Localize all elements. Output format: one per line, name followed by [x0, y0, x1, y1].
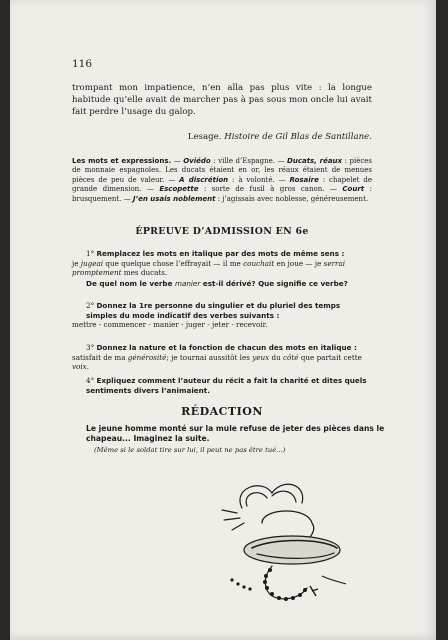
vocab-term: Court — [342, 185, 365, 194]
question-number: 2° — [86, 301, 95, 310]
question-text: De quel nom le verbe — [86, 279, 175, 288]
question-text: mes ducats. — [121, 268, 168, 278]
vocabulary-block: Les mots et expressions. — Oviédo : ville d’Espagne. — Ducats, réaux : pièces de monnaie espagnoles. Les ducats étaient en or, les réaux étaient de menues pièces de peu de valeur. — A discrétion : à volonté. — Rosaire : chapelet de grande dimension. — Escopette : sorte de fusil à gros canon. — Court : brusquement. — J’en usais noblement : j’agissais avec noblesse, généreusement. — [72, 157, 373, 203]
italic-word: serrai promptement — [72, 258, 346, 278]
question-text: satisfait de ma — [72, 352, 128, 362]
vocab-term: A discrétion — [179, 175, 229, 184]
intro-paragraph: trompant mon impatience, n’en alla pas plus vite : la longue habitude qu’elle avait de marcher pas à pas sous mon oncle lui avait fait perdre l’usage du galop. — [72, 83, 372, 118]
question-number: 4° — [86, 376, 95, 385]
verb-list: mettre - commencer - manier - juger - jeter - recevoir. — [72, 320, 268, 330]
vocab-def: : j’agissais avec noblesse, généreusement. — [215, 194, 369, 203]
vocab-term: Oviédo — [183, 157, 211, 165]
redaction-heading: RÉDACTION — [181, 405, 263, 418]
vocab-def: : ville d’Espagne. — — [210, 157, 288, 165]
source-citation — [188, 132, 372, 142]
question-text: ; je tournai aussitôt les — [166, 352, 253, 362]
question-2 — [72, 301, 372, 330]
question-text: que partait cette — [298, 352, 362, 362]
italic-word: manier — [174, 279, 201, 288]
question-text: du — [269, 352, 284, 362]
italic-word: voix. — [72, 362, 90, 372]
question-1b — [72, 279, 386, 289]
italic-word: jugeai — [80, 258, 104, 268]
vocab-def: : chapelet de grande dimension. — — [72, 175, 372, 194]
question-title: Donnez la nature et la fonction de chacun des mots en italique : — [96, 343, 357, 352]
question-number: 1° — [86, 249, 95, 258]
italic-word: couchait — [243, 258, 275, 268]
redaction-prompt: Le jeune homme monté sur la mule refuse de jeter des pièces dans le chapeau... Imaginez la suite. — [86, 424, 385, 444]
question-text: est-il dérivé? Que signifie ce verbe? — [200, 279, 348, 288]
question-text: que quelque chose l’effrayait — il me — [103, 258, 244, 268]
question-title: Donnez la 1re personne du singulier et du pluriel des temps simples du mode indicatif des verbes suivants : — [86, 301, 341, 320]
redaction-note: (Même si le soldat tire sur lui, il peut ne pas être tué...) — [94, 446, 286, 454]
question-4 — [72, 376, 372, 395]
vocab-def: : pièces de monnaie espagnoles. Les ducats étaient en or, les réaux étaient de menues pièces de peu de valeur. — — [72, 157, 373, 184]
vocabulary-heading: Les mots et expressions. — [72, 157, 172, 165]
page-number: 116 — [72, 58, 93, 70]
question-title: Remplacez les mots en italique par des mots de même sens : — [96, 249, 345, 258]
hat-rosary-illustration — [212, 468, 372, 608]
exam-heading: ÉPREUVE D’ADMISSION EN 6e — [135, 226, 309, 237]
vocab-def: : sorte de fusil à gros canon. — — [198, 185, 343, 194]
vocab-def: : à volonté. — — [228, 175, 290, 184]
question-text: en joue — je — [274, 258, 324, 268]
vocab-def: : brusquement. — — [72, 185, 372, 203]
vocab-term: Escopette — [159, 185, 199, 194]
italic-word: yeux — [252, 352, 270, 362]
source-author: Lesage. — [187, 132, 222, 142]
question-number: 3° — [86, 343, 95, 352]
vocab-term: Rosaire — [289, 175, 319, 184]
source-title: Histoire de Gil Blas de Santillane. — [224, 132, 372, 142]
italic-word: côté — [283, 352, 299, 362]
question-text: je — [72, 258, 81, 268]
italic-word: générosité — [127, 352, 167, 362]
question-title: Expliquez comment l’auteur du récit a fait la charité et dites quels sentiments divers l’animaient. — [86, 376, 367, 395]
book-page — [10, 0, 436, 640]
question-3 — [72, 343, 372, 372]
vocab-term: Ducats, réaux — [287, 157, 343, 165]
vocab-term: J’en usais noblement — [132, 194, 216, 203]
question-1 — [72, 249, 372, 278]
